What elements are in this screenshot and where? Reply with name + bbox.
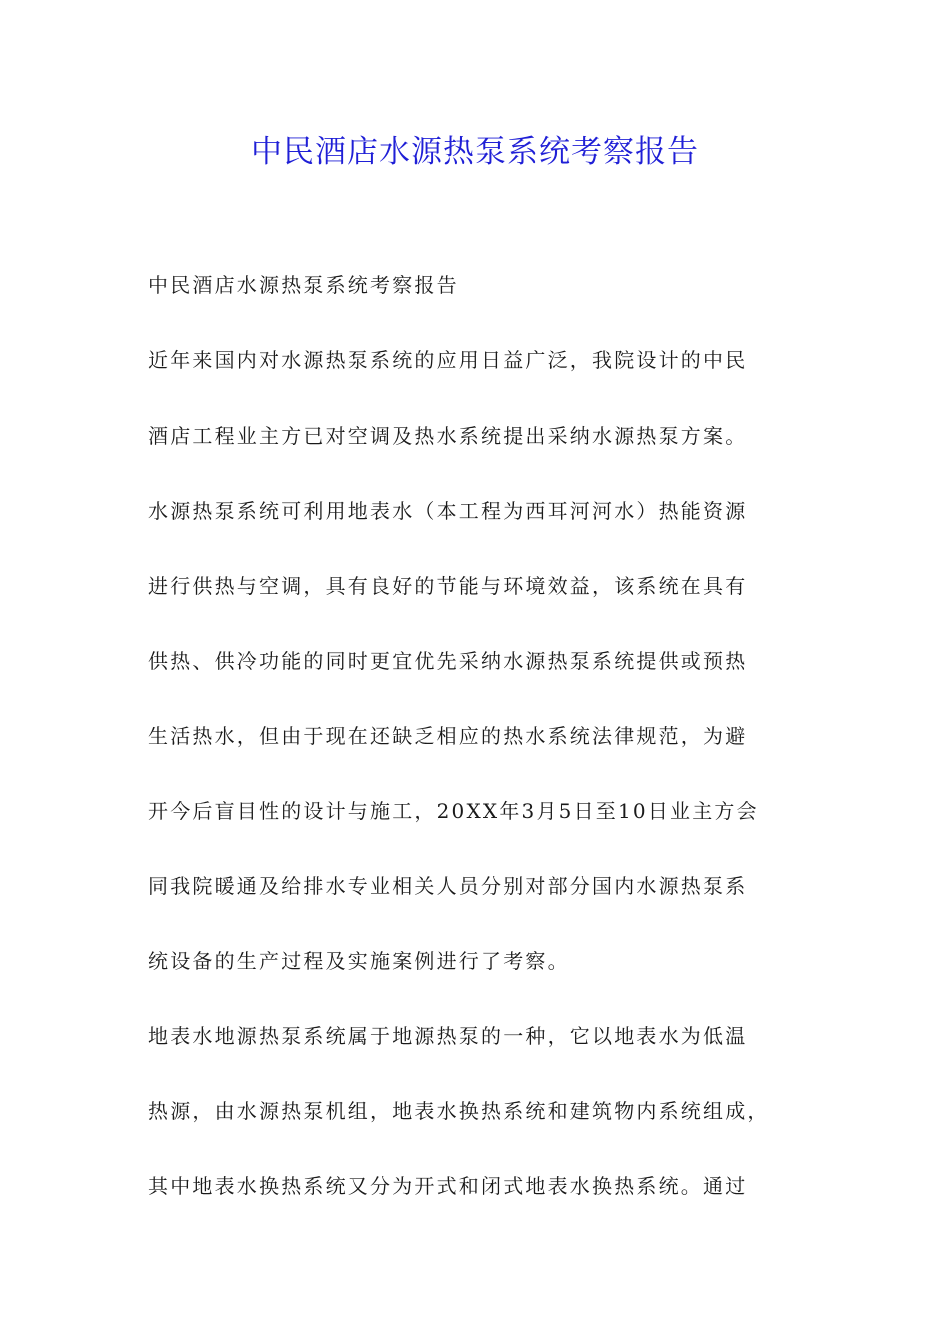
paragraph-line: 近年来国内对水源热泵系统的应用日益广泛，我院设计的中民 bbox=[148, 348, 748, 372]
paragraph-line: 其中地表水换热系统又分为开式和闭式地表水换热系统。通过 bbox=[148, 1174, 748, 1198]
paragraph-line: 水源热泵系统可利用地表水（本工程为西耳河河水）热能资源 bbox=[148, 499, 748, 523]
paragraph-line: 地表水地源热泵系统属于地源热泵的一种，它以地表水为低温 bbox=[148, 1024, 748, 1048]
paragraph-line: 开今后盲目性的设计与施工，20XX年3月5日至10日业主方会 bbox=[148, 799, 759, 823]
paragraph-line: 同我院暖通及给排水专业相关人员分别对部分国内水源热泵系 bbox=[148, 874, 748, 898]
paragraph-line: 进行供热与空调，具有良好的节能与环境效益，该系统在具有 bbox=[148, 574, 748, 598]
paragraph-line: 酒店工程业主方已对空调及热水系统提出采纳水源热泵方案。 bbox=[148, 424, 748, 448]
paragraph-line: 统设备的生产过程及实施案例进行了考察。 bbox=[148, 949, 570, 973]
paragraph-line: 热源，由水源热泵机组，地表水换热系统和建筑物内系统组成， bbox=[148, 1099, 770, 1123]
subtitle-line: 中民酒店水源热泵系统考察报告 bbox=[148, 273, 459, 297]
document-title: 中民酒店水源热泵系统考察报告 bbox=[251, 134, 699, 170]
paragraph-line: 供热、供冷功能的同时更宜优先采纳水源热泵系统提供或预热 bbox=[148, 649, 748, 673]
paragraph-line: 生活热水，但由于现在还缺乏相应的热水系统法律规范，为避 bbox=[148, 724, 748, 748]
